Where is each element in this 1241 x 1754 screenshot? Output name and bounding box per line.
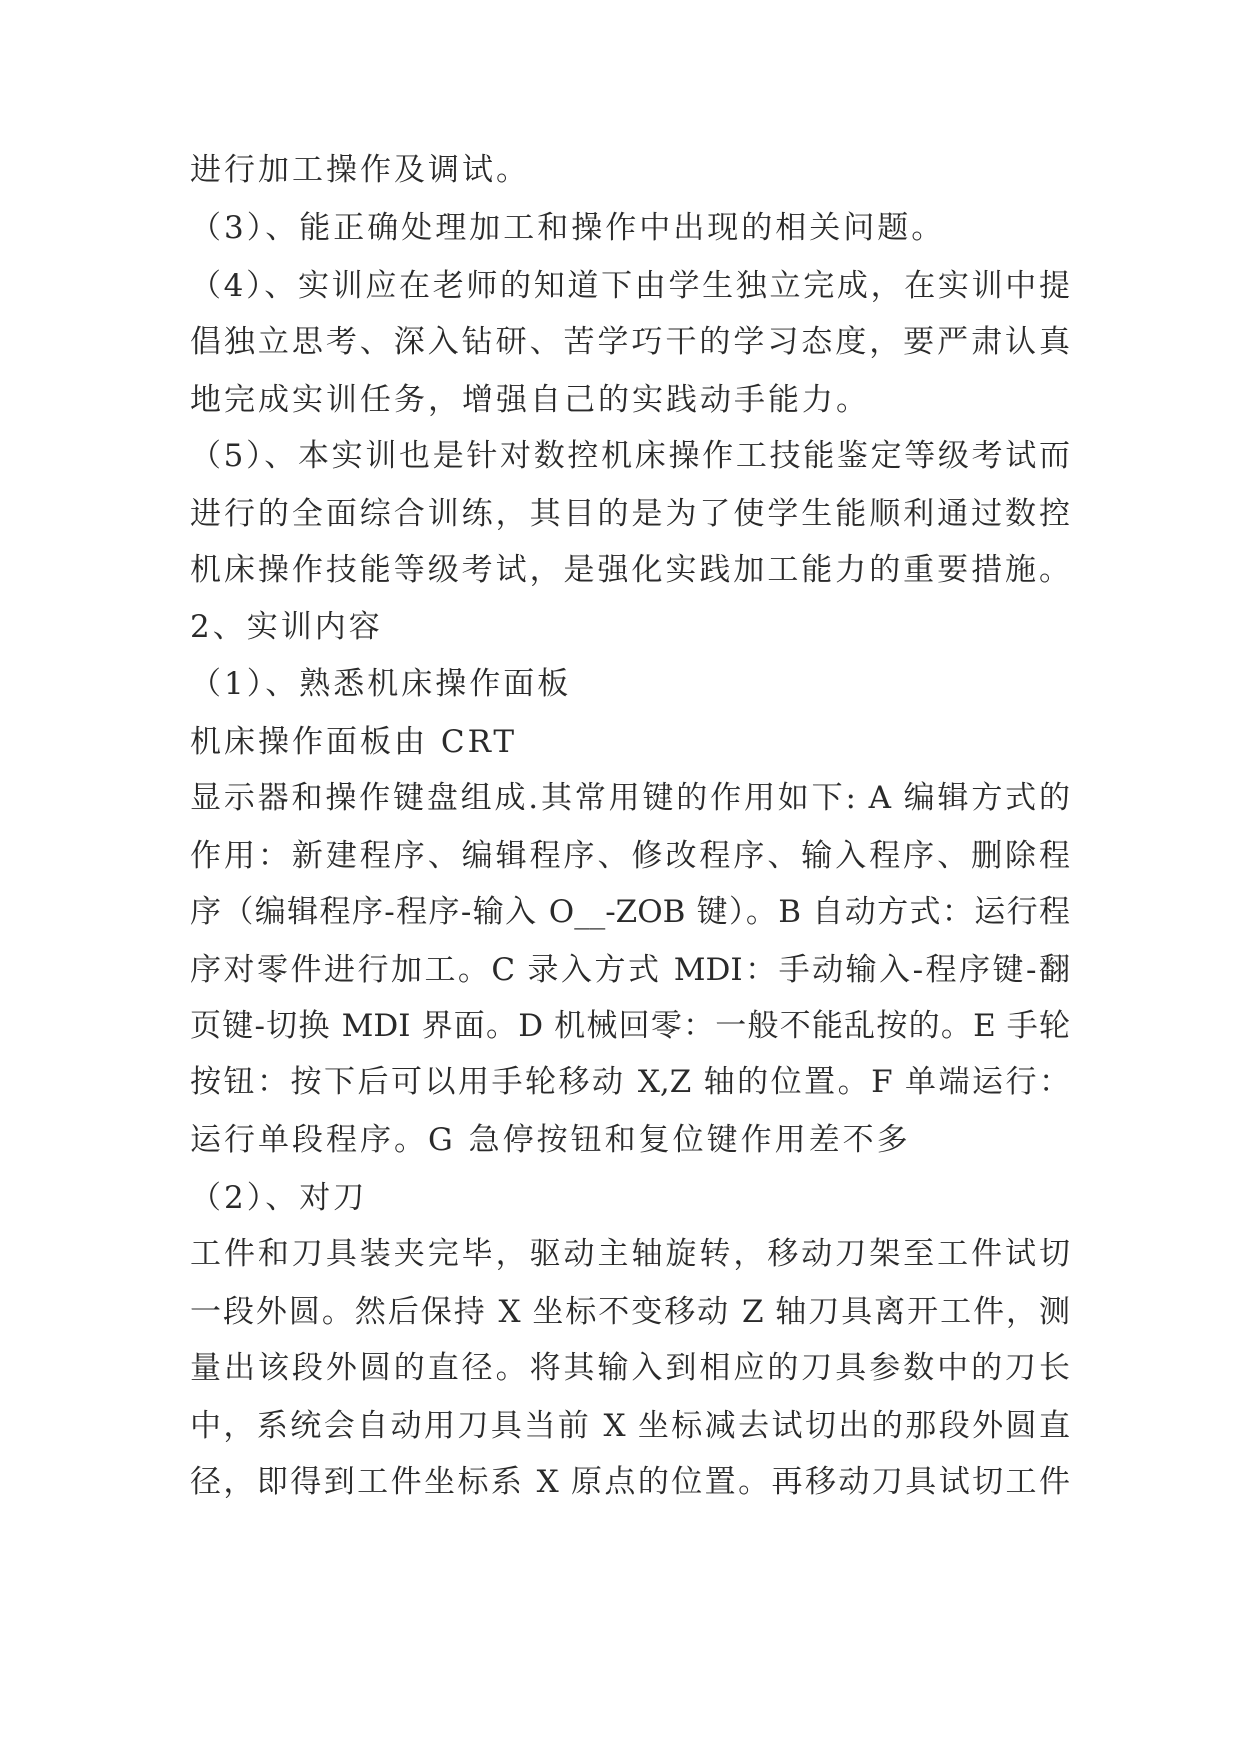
- text-line: 地完成实训任务，增强自己的实践动手能力。: [190, 382, 870, 418]
- text-line: 一段外圆。然后保持 X 坐标不变移动 Z 轴刀具离开工件，测: [190, 1294, 1070, 1330]
- text-line: 序（编辑程序-程序-输入 O__-ZOB 键）。B 自动方式：运行程: [190, 894, 1070, 930]
- text-line: 作用：新建程序、编辑程序、修改程序、输入程序、删除程: [190, 838, 1070, 874]
- text-line: 量出该段外圆的直径。将其输入到相应的刀具参数中的刀长: [190, 1350, 1070, 1386]
- section-heading: 2、实训内容: [190, 609, 383, 645]
- text-line: 序对零件进行加工。C 录入方式 MDI：手动输入-程序键-翻: [190, 952, 1070, 988]
- text-line: 显示器和操作键盘组成.其常用键的作用如下: A 编辑方式的: [190, 780, 1070, 816]
- text-line: 运行单段程序。G 急停按钮和复位键作用差不多: [190, 1122, 911, 1158]
- text-line: 机床操作技能等级考试，是强化实践加工能力的重要措施。: [190, 552, 1070, 588]
- text-line: （4）、实训应在老师的知道下由学生独立完成，在实训中提: [190, 268, 1070, 304]
- text-line: 工件和刀具装夹完毕，驱动主轴旋转，移动刀架至工件试切: [190, 1236, 1070, 1272]
- text-line: 中，系统会自动用刀具当前 X 坐标减去试切出的那段外圆直: [190, 1408, 1070, 1444]
- text-line: （5）、本实训也是针对数控机床操作工技能鉴定等级考试而: [190, 438, 1070, 474]
- text-line: 按钮：按下后可以用手轮移动 X,Z 轴的位置。F 单端运行：: [190, 1064, 1070, 1100]
- text-line: 径，即得到工件坐标系 X 原点的位置。再移动刀具试切工件: [190, 1464, 1070, 1500]
- subsection-heading: （2）、对刀: [190, 1180, 368, 1216]
- text-line: 进行加工操作及调试。: [190, 152, 530, 188]
- text-line: 进行的全面综合训练，其目的是为了使学生能顺利通过数控: [190, 496, 1070, 532]
- text-line: 机床操作面板由 CRT: [190, 724, 518, 760]
- text-line: 倡独立思考、深入钻研、苦学巧干的学习态度，要严肃认真: [190, 324, 1070, 360]
- subsection-heading: （1）、熟悉机床操作面板: [190, 666, 572, 702]
- text-line: 页键-切换 MDI 界面。D 机械回零：一般不能乱按的。E 手轮: [190, 1008, 1070, 1044]
- text-line: （3）、能正确处理加工和操作中出现的相关问题。: [190, 210, 946, 246]
